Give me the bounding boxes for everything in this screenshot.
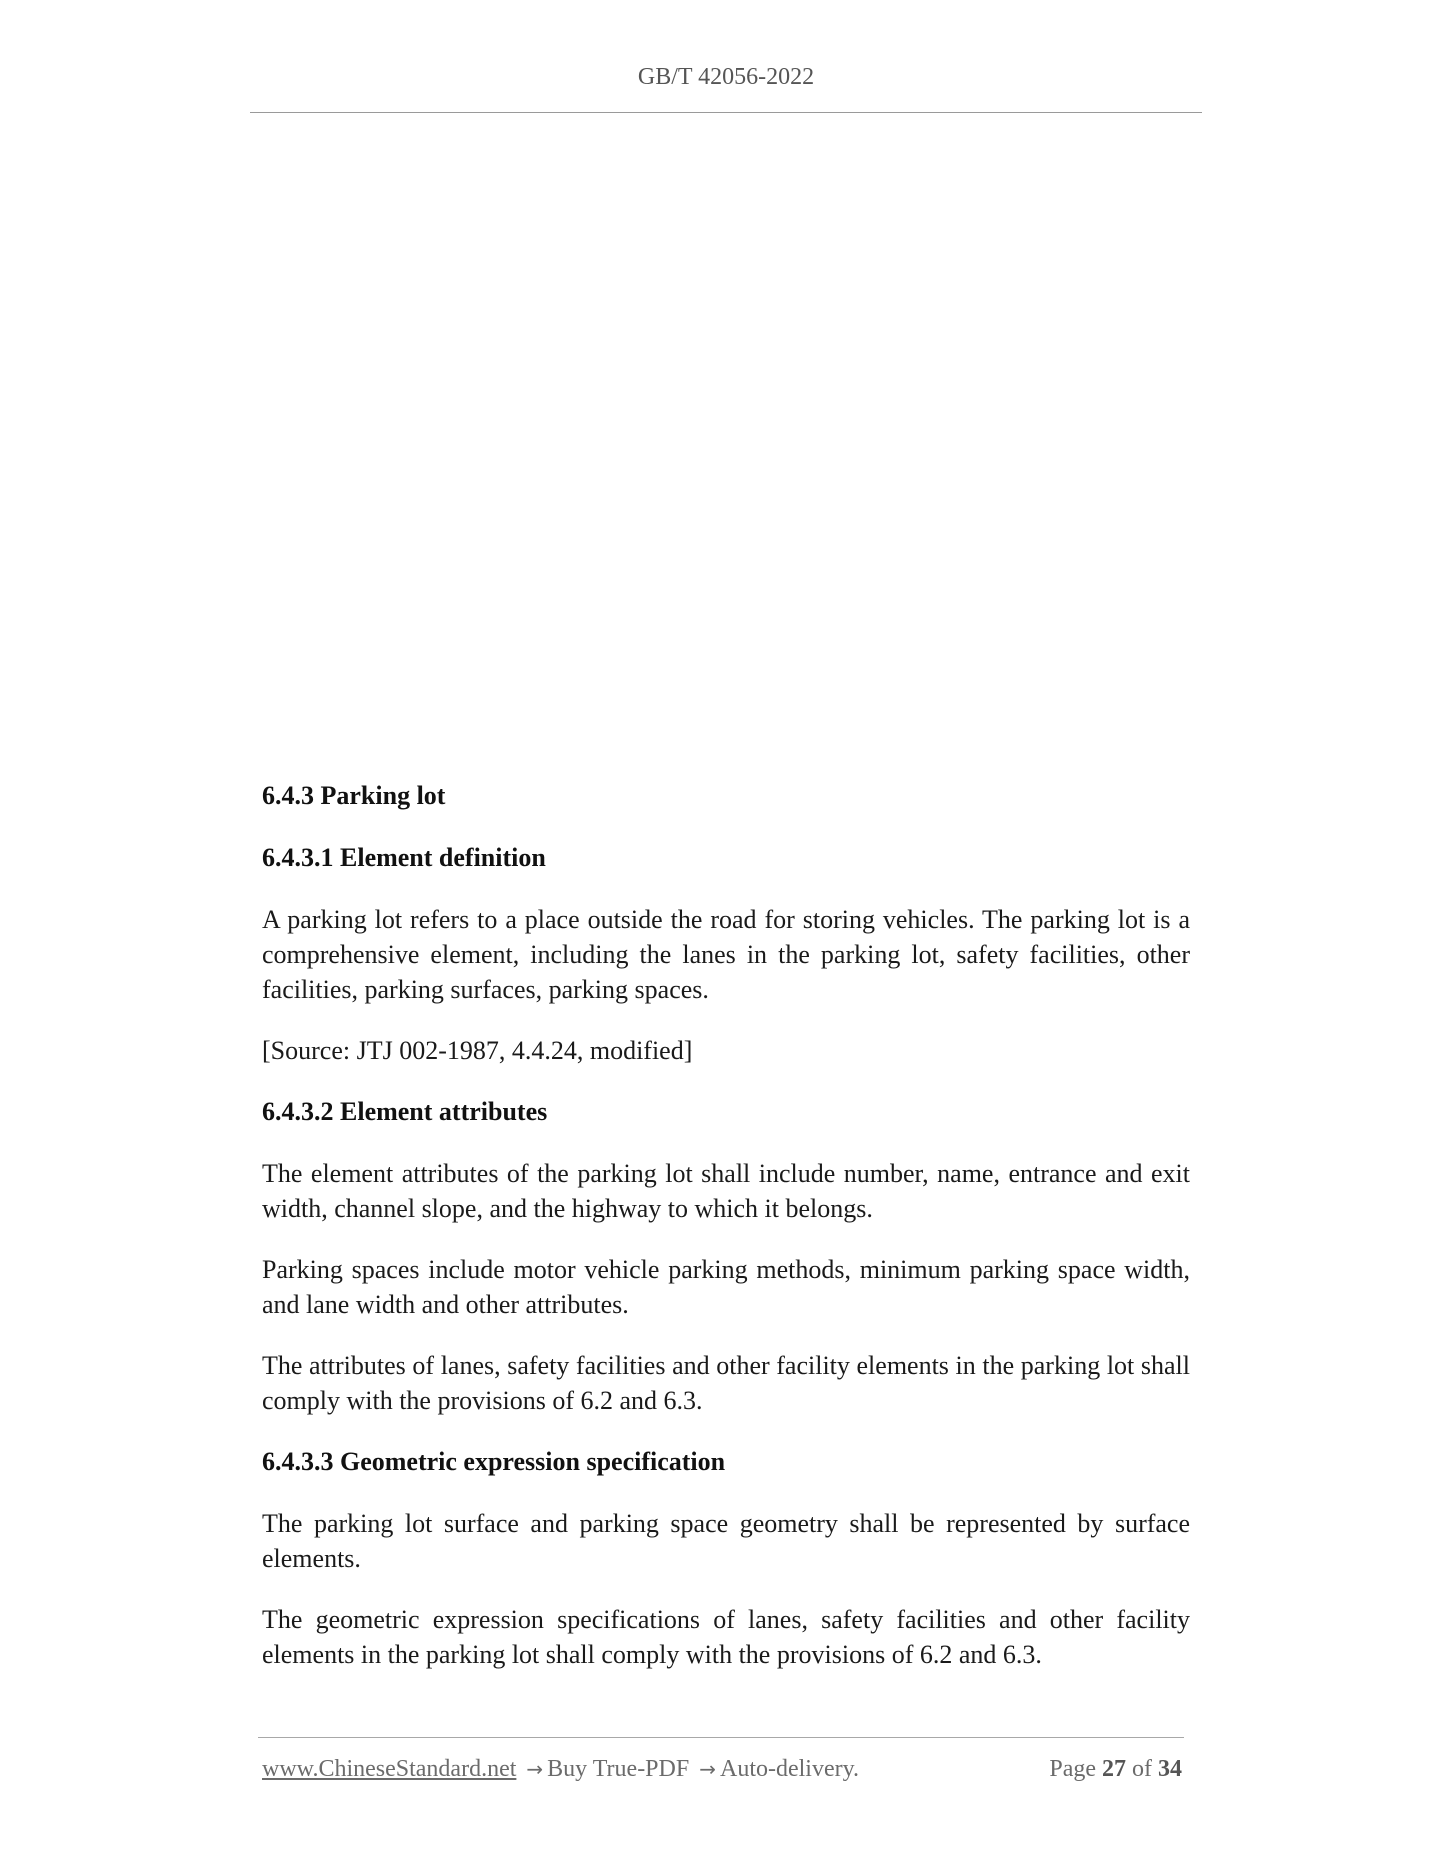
page-current: 27 xyxy=(1102,1756,1126,1782)
header-divider xyxy=(250,112,1202,113)
paragraph-attributes: The element attributes of the parking lot shall include number, name, entrance and exit width, channel slope, and the highway to which it belongs. xyxy=(262,1159,1190,1223)
page-number xyxy=(1049,1756,1182,1783)
paragraph-definition: A parking lot refers to a place outside the road for storing vehicles. The parking lot is a comprehensive element, including the lanes in the parking lot, safety facilities, other facilities, parking surfaces, parking spaces. xyxy=(262,905,1190,1004)
arrow-right-icon: → xyxy=(699,1757,716,1781)
paragraph-parking-spaces: Parking spaces include motor vehicle parking methods, minimum parking space width, and lane width and other attributes. xyxy=(262,1255,1190,1319)
page-total: 34 xyxy=(1158,1756,1182,1782)
footer-divider xyxy=(258,1737,1184,1738)
arrow-right-icon: → xyxy=(526,1757,544,1781)
paragraph-geometric-specifications: The geometric expression specifications of lanes, safety facilities and other facility elements in the parking lot shall comply with the provisions of 6.2 and 6.3. xyxy=(262,1605,1190,1669)
section-heading-parking-lot: 6.4.3 Parking lot xyxy=(262,781,446,810)
section-heading-geometric-expression: 6.4.3.3 Geometric expression specification xyxy=(262,1447,726,1476)
section-heading-element-attributes: 6.4.3.2 Element attributes xyxy=(262,1097,548,1126)
website-link[interactable]: www.ChineseStandard.net xyxy=(262,1756,517,1782)
footer-promo xyxy=(262,1756,859,1783)
document-header: GB/T 42056-2022 xyxy=(637,64,815,90)
page-of: of xyxy=(1132,1756,1152,1782)
paragraph-source: [Source: JTJ 002-1987, 4.4.24, modified] xyxy=(262,1036,693,1065)
paragraph-facility-attributes: The attributes of lanes, safety facilities and other facility elements in the parking lot shall comply with the provisions of 6.2 and 6.3. xyxy=(262,1351,1190,1415)
section-heading-element-definition: 6.4.3.1 Element definition xyxy=(262,843,546,872)
paragraph-surface-geometry: The parking lot surface and parking space geometry shall be represented by surface elements. xyxy=(262,1509,1190,1573)
document-body xyxy=(262,778,1190,1698)
footer-step-buy: Buy True-PDF xyxy=(547,1756,690,1782)
footer-step-delivery: Auto-delivery. xyxy=(719,1756,860,1782)
page-label: Page xyxy=(1049,1756,1096,1782)
